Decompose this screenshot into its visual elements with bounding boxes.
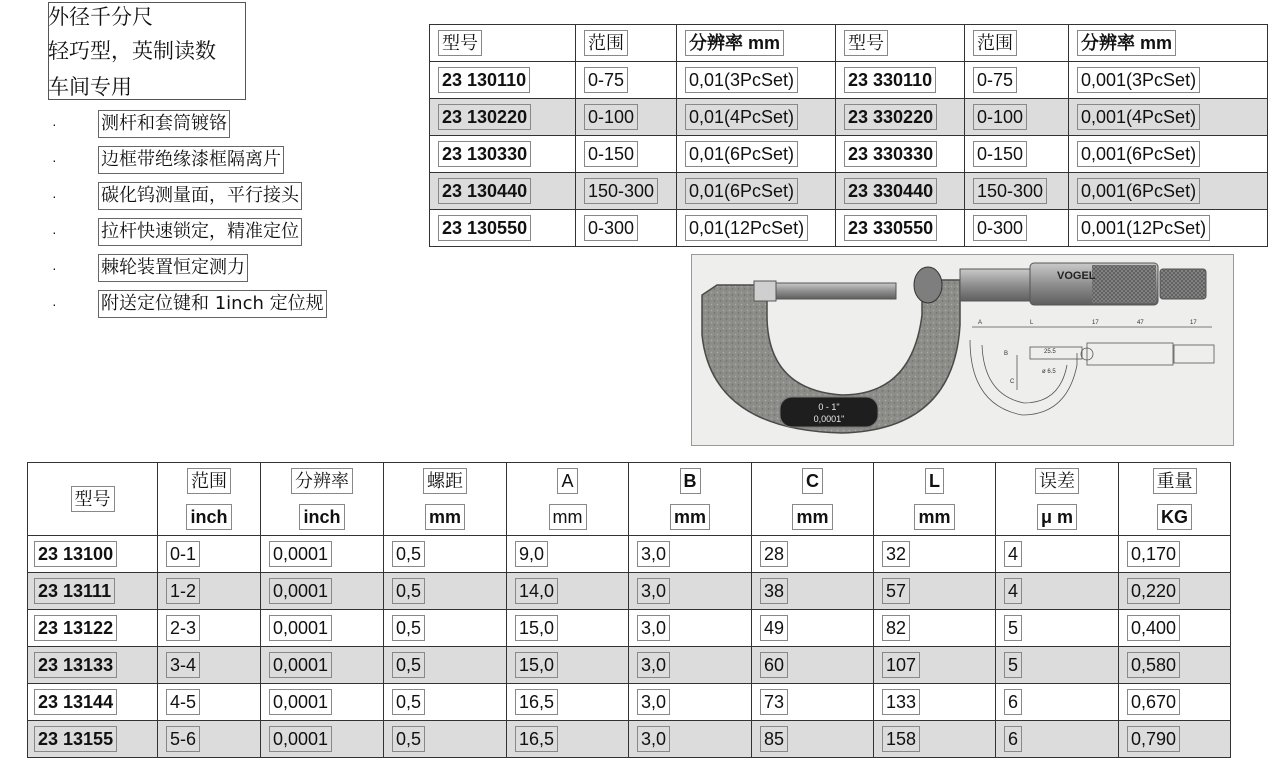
unit-cell: mm xyxy=(752,499,874,536)
range-value: 1-2 xyxy=(166,578,200,604)
range-value: 0-150 xyxy=(584,141,638,167)
unit-cell: inch xyxy=(158,499,261,536)
bullet-icon: · xyxy=(52,260,57,276)
model-number: 23 130440 xyxy=(438,178,531,204)
range-value: 0-75 xyxy=(584,67,628,93)
set-table-header xyxy=(430,25,1268,62)
unit-cell: mm xyxy=(507,499,629,536)
header-cell: 重量 xyxy=(1119,463,1231,500)
micrometer-illustration xyxy=(692,255,1233,445)
model-number: 23 13133 xyxy=(34,652,117,678)
range-value: 150-300 xyxy=(973,178,1047,204)
header-cell: 范围 xyxy=(965,25,1069,62)
bullet-icon: · xyxy=(52,296,57,312)
resolution-value: 0,001(12PcSet) xyxy=(1077,215,1210,241)
model-number: 23 13155 xyxy=(34,726,117,752)
pitch-value: 0,5 xyxy=(392,726,425,752)
dim-label: B xyxy=(1004,351,1009,357)
weight-value: 0,790 xyxy=(1127,726,1180,752)
model-number: 23 13111 xyxy=(34,578,115,604)
bullet-icon: · xyxy=(52,152,57,168)
header-cell: L xyxy=(874,463,996,500)
model-number: 23 13100 xyxy=(34,541,117,567)
resolution-value: 0,01(3PcSet) xyxy=(685,67,798,93)
dim-c-value: 49 xyxy=(760,615,788,641)
feature-text: 边框带绝缘漆框隔离片 xyxy=(98,146,284,174)
error-value: 6 xyxy=(1004,689,1022,715)
dim-label: 17 xyxy=(1092,320,1099,326)
dim-b-value: 3,0 xyxy=(637,726,670,752)
table-row xyxy=(430,173,1268,210)
dim-l-value: 82 xyxy=(882,615,910,641)
pitch-value: 0,5 xyxy=(392,652,425,678)
plate-range-text: 0 - 1" xyxy=(818,402,840,412)
dim-label: 25.5 xyxy=(1044,349,1056,355)
model-number: 23 330110 xyxy=(844,67,936,93)
dim-b-value: 3,0 xyxy=(637,615,670,641)
header-cell: 型号 xyxy=(28,463,158,536)
error-value: 5 xyxy=(1004,652,1022,678)
dim-l-value: 32 xyxy=(882,541,910,567)
header-cell: 分辨率 mm xyxy=(1069,25,1268,62)
unit-cell: mm xyxy=(384,499,507,536)
resolution-value: 0,001(6PcSet) xyxy=(1077,141,1200,167)
knurl-shape xyxy=(1092,265,1156,303)
header-cell: 分辨率 mm xyxy=(677,25,836,62)
range-value: 4-5 xyxy=(166,689,200,715)
brand-label: VOGEL xyxy=(1057,270,1096,282)
dim-label: L xyxy=(1030,320,1034,326)
page-subtitle: 轻巧型，英制读数 xyxy=(48,39,216,63)
model-number: 23 13144 xyxy=(34,689,117,715)
header-cell: C xyxy=(752,463,874,500)
header-cell: 误差 xyxy=(996,463,1119,500)
pitch-value: 0,5 xyxy=(392,615,425,641)
dim-c-value: 38 xyxy=(760,578,788,604)
resolution-value: 0,001(6PcSet) xyxy=(1077,178,1200,204)
bullet-icon: · xyxy=(52,116,57,132)
spec-unit-row xyxy=(28,499,1231,536)
micrometer-photo xyxy=(691,254,1234,446)
plate-resolution-text: 0,0001" xyxy=(813,414,845,424)
bullet-icon: · xyxy=(52,224,57,240)
range-value: 3-4 xyxy=(166,652,200,678)
unit-cell: KG xyxy=(1119,499,1231,536)
dim-b-value: 3,0 xyxy=(637,689,670,715)
header-cell: A xyxy=(507,463,629,500)
range-value: 150-300 xyxy=(584,178,658,204)
dim-a-value: 16,5 xyxy=(515,726,558,752)
unit-cell: μ m xyxy=(996,499,1119,536)
header-cell: 螺距 xyxy=(384,463,507,500)
dim-b-value: 3,0 xyxy=(637,652,670,678)
header-cell: 型号 xyxy=(836,25,965,62)
resolution-value: 0,0001 xyxy=(269,541,332,567)
model-number: 23 330330 xyxy=(844,141,937,167)
dim-c-value: 73 xyxy=(760,689,788,715)
dim-a-value: 9,0 xyxy=(515,541,548,567)
unit-cell: inch xyxy=(261,499,384,536)
table-row xyxy=(28,536,1231,573)
drawing-spindle xyxy=(1030,347,1082,359)
model-number: 23 130330 xyxy=(438,141,531,167)
resolution-value: 0,001(4PcSet) xyxy=(1077,104,1200,130)
spindle-shape xyxy=(776,283,896,299)
dim-c-value: 60 xyxy=(760,652,788,678)
error-value: 4 xyxy=(1004,578,1022,604)
dim-b-value: 3,0 xyxy=(637,541,670,567)
model-number: 23 130220 xyxy=(438,104,531,130)
dim-a-value: 14,0 xyxy=(515,578,558,604)
range-value: 0-75 xyxy=(973,67,1017,93)
table-row xyxy=(28,684,1231,721)
range-value: 0-300 xyxy=(584,215,638,241)
lock-shape xyxy=(914,267,942,303)
bullet-icon: · xyxy=(52,188,57,204)
ratchet-shape xyxy=(1160,269,1206,299)
feature-text: 碳化钨测量面，平行接头 xyxy=(98,182,302,210)
dim-a-value: 16,5 xyxy=(515,689,558,715)
resolution-value: 0,001(3PcSet) xyxy=(1077,67,1200,93)
range-value: 5-6 xyxy=(166,726,200,752)
table-row xyxy=(430,99,1268,136)
unit-cell: mm xyxy=(629,499,752,536)
error-value: 6 xyxy=(1004,726,1022,752)
drawing-frame-outline xyxy=(970,340,1077,415)
range-value: 0-300 xyxy=(973,215,1027,241)
pitch-value: 0,5 xyxy=(392,578,425,604)
header-cell: B xyxy=(629,463,752,500)
table-row xyxy=(430,136,1268,173)
drawing-ratchet xyxy=(1174,345,1214,363)
resolution-value: 0,01(4PcSet) xyxy=(685,104,798,130)
table-row xyxy=(28,721,1231,758)
weight-value: 0,400 xyxy=(1127,615,1180,641)
resolution-value: 0,0001 xyxy=(269,578,332,604)
dim-a-value: 15,0 xyxy=(515,652,558,678)
error-value: 5 xyxy=(1004,615,1022,641)
weight-value: 0,670 xyxy=(1127,689,1180,715)
spec-table xyxy=(27,462,1231,758)
weight-value: 0,580 xyxy=(1127,652,1180,678)
anvil-shape xyxy=(754,281,776,301)
model-number: 23 13122 xyxy=(34,615,117,641)
dim-c-value: 28 xyxy=(760,541,788,567)
resolution-value: 0,01(6PcSet) xyxy=(685,178,798,204)
model-number: 23 130550 xyxy=(438,215,531,241)
feature-text: 测杆和套筒镀铬 xyxy=(98,110,230,138)
resolution-value: 0,01(6PcSet) xyxy=(685,141,798,167)
page-usage-note: 车间专用 xyxy=(48,75,132,99)
unit-cell: mm xyxy=(874,499,996,536)
model-number: 23 130110 xyxy=(438,67,530,93)
table-row xyxy=(430,62,1268,99)
dim-l-value: 107 xyxy=(882,652,920,678)
range-value: 0-100 xyxy=(973,104,1027,130)
range-value: 2-3 xyxy=(166,615,200,641)
resolution-value: 0,0001 xyxy=(269,615,332,641)
model-number: 23 330550 xyxy=(844,215,937,241)
dim-l-value: 133 xyxy=(882,689,920,715)
header-cell: 分辨率 xyxy=(261,463,384,500)
model-number: 23 330220 xyxy=(844,104,937,130)
pitch-value: 0,5 xyxy=(392,541,425,567)
dimension-labels xyxy=(978,320,1197,385)
dim-label: ø 6.5 xyxy=(1042,369,1056,375)
dim-c-value: 85 xyxy=(760,726,788,752)
spec-header-row xyxy=(28,463,1231,500)
error-value: 4 xyxy=(1004,541,1022,567)
dim-label: A xyxy=(978,320,983,326)
dim-b-value: 3,0 xyxy=(637,578,670,604)
range-value: 0-100 xyxy=(584,104,638,130)
set-table xyxy=(429,24,1268,247)
sleeve-shape xyxy=(960,269,1030,301)
dim-label: 47 xyxy=(1137,320,1144,326)
weight-value: 0,170 xyxy=(1127,541,1180,567)
header-cell: 范围 xyxy=(576,25,677,62)
table-row xyxy=(28,647,1231,684)
dimension-drawing xyxy=(970,327,1214,415)
table-row xyxy=(28,610,1231,647)
weight-value: 0,220 xyxy=(1127,578,1180,604)
drawing-thimble xyxy=(1087,343,1173,365)
dim-label: 17 xyxy=(1190,320,1197,326)
dim-l-value: 57 xyxy=(882,578,910,604)
header-cell: 范围 xyxy=(158,463,261,500)
range-value: 0-1 xyxy=(166,541,200,567)
model-number: 23 330440 xyxy=(844,178,937,204)
dim-label: C xyxy=(1010,379,1015,385)
feature-text: 附送定位键和 1inch 定位规 xyxy=(98,290,327,318)
pitch-value: 0,5 xyxy=(392,689,425,715)
range-value: 0-150 xyxy=(973,141,1027,167)
dim-a-value: 15,0 xyxy=(515,615,558,641)
header-cell: 型号 xyxy=(430,25,576,62)
table-row xyxy=(28,573,1231,610)
dim-l-value: 158 xyxy=(882,726,920,752)
resolution-value: 0,0001 xyxy=(269,689,332,715)
page-title: 外径千分尺 xyxy=(48,5,153,29)
feature-text: 棘轮装置恒定测力 xyxy=(98,254,248,282)
resolution-value: 0,0001 xyxy=(269,652,332,678)
table-row xyxy=(430,210,1268,247)
feature-text: 拉杆快速锁定，精准定位 xyxy=(98,218,302,246)
resolution-value: 0,01(12PcSet) xyxy=(685,215,808,241)
resolution-value: 0,0001 xyxy=(269,726,332,752)
